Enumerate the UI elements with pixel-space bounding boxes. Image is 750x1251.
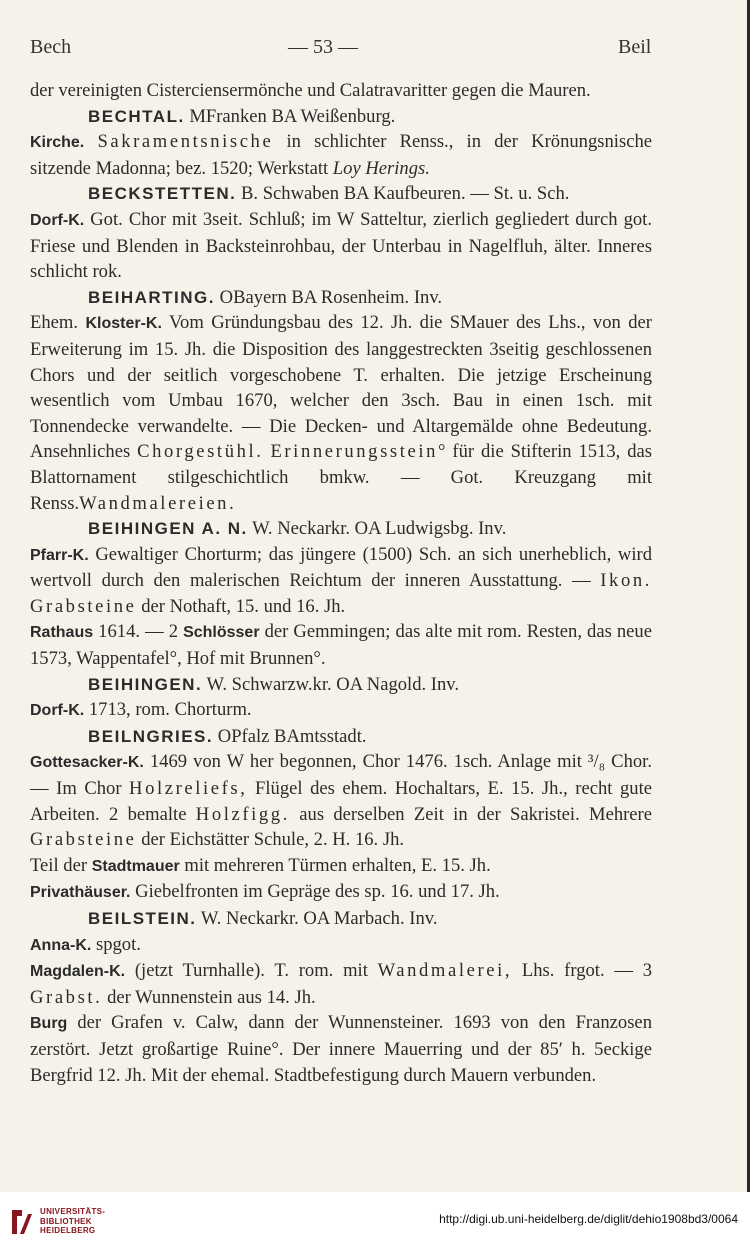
keyword: Gottesacker-K. (30, 754, 144, 772)
keyword: Dorf-K. (30, 211, 85, 229)
entry-heading: BEIHINGEN. (88, 674, 203, 694)
keyword: Stadtmauer (91, 857, 180, 875)
entry-beiharting: BEIHARTING. OBayern BA Rosenheim. Inv. (30, 285, 652, 311)
entry-beihingen-an: BEIHINGEN A. N. W. Neckarkr. OA Ludwigsbg. Inv. (30, 516, 652, 542)
entry-beckstetten: BECKSTETTEN. B. Schwaben BA Kaufbeuren. — St. u. Sch. (30, 181, 652, 207)
spaced-term: Wandmalereien. (79, 492, 237, 514)
keyword: Pfarr-K. (30, 546, 89, 564)
running-head-right: Beil (618, 36, 652, 58)
entry-text: Burg der Grafen v. Calw, dann der Wunnensteiner. 1693 von den Franzosen zerstört. Jetzt großartige Ruine°. Der innere Mauerring und der 85′ h. 5eckige Bergfrid 12. Jh. Mit der ehemal. Stadtbefestigung durch Mauern verbunden. (30, 1012, 652, 1086)
footer-bar (0, 1192, 750, 1251)
entry-text: Kirche. Sakramentsnische in schlichter Renss., in der Krönungsnische sitzende Madonna; bez. 1520; Werkstatt Loy Herings. (30, 131, 652, 179)
spaced-term: Sakramentsnische (97, 131, 274, 153)
entry-text: Ehem. Kloster-K. Vom Gründungsbau des 12. Jh. die SMauer des Lhs., von der Erweiterung im 15. Jh. die Disposition des langgestreckten 3seitig geschlossenen Chors und der seitlich vorgeschobene T. erhalten. Die jetzige Erscheinung wesentlich vom Umbau 1670, welcher den 3sch. Bau in einen 1sch. mit Tonnendecke verwandelte. — Die Decken- und Altargemälde ohne Bedeutung. Ansehnliches Chorgestühl. Erinnerungsstein° für die Stifterin 1513, das Blattornament stilgeschichtlich bmkw. — Got. Kreuzgang mit Renss.Wandmalereien. (30, 312, 652, 514)
entry-text: Privathäuser. Giebelfronten im Gepräge des sp. 16. und 17. Jh. (30, 881, 500, 903)
entry-heading: BECHTAL. (88, 106, 185, 126)
entry-beilstein: BEILSTEIN. W. Neckarkr. OA Marbach. Inv. (30, 906, 652, 932)
entry-text: Dorf-K. Got. Chor mit 3seit. Schluß; im W Satteltur, zierlich gegliedert durch got. Friese und Blenden in Backsteinrohbau, der Unterbau in Nagelfluh, älter. Inneres schlicht rok. (30, 208, 652, 283)
keyword: Burg (30, 1015, 68, 1033)
keyword: Magdalen-K. (30, 963, 126, 981)
entry-heading: BEILNGRIES. (88, 726, 214, 746)
keyword: Dorf-K. (30, 702, 85, 720)
library-name: UNIVERSITÄTS- BIBLIOTHEK HEIDELBERG (40, 1207, 106, 1235)
entry-beilngries: BEILNGRIES. OPfalz BAmtsstadt. (30, 724, 652, 750)
keyword: Privathäuser. (30, 884, 131, 902)
entry-beihingen: BEIHINGEN. W. Schwarzw.kr. OA Nagold. Inv. (30, 672, 652, 698)
keyword: Rathaus (30, 624, 94, 642)
entry-text: Pfarr-K. Gewaltiger Chorturm; das jüngere (1500) Sch. an sich unerheblich, wird wertvoll durch den malerischen Reichtum der inneren Ausstattung. — Ikon. Grabsteine der Nothaft, 15. und 16. Jh. (30, 543, 652, 617)
entry-text: Gottesacker-K. 1469 von W her begonnen, Chor 1476. 1sch. Anlage mit ³/₈ Chor. — Im Chor Holzreliefs, Flügel des ehem. Hochaltars, E. 15. Jh., recht gute Arbeiten. 2 bemalte Holzfigg. aus derselben Zeit in der Sakristei. Mehrere Grabsteine der Eichstätter Schule, 2. H. 16. Jh. (30, 751, 653, 851)
entry-text: Dorf-K. 1713, rom. Chorturm. (30, 699, 252, 721)
entry-text: Rathaus 1614. — 2 Schlösser der Gemmingen; das alte mit rom. Resten, das neue 1573, Wappentafel°, Hof mit Brunnen°. (30, 621, 652, 670)
keyword: Kirche. (30, 134, 85, 152)
spaced-term: Grabsteine (30, 595, 137, 617)
spaced-term: Grabst. (30, 986, 103, 1008)
entry-bechtal: BECHTAL. MFranken BA Weißenburg. (30, 104, 652, 130)
running-head-left: Bech (30, 36, 72, 58)
spaced-term: Grabsteine (30, 829, 137, 851)
spaced-term: Holzfigg. (195, 803, 290, 825)
entry-text: Anna-K. spgot. (30, 933, 141, 955)
keyword: Schlösser (183, 624, 260, 642)
page-number: — 53 — (288, 36, 358, 58)
spaced-term: Erinnerungsstein (270, 441, 439, 463)
entry-text: Teil der Stadtmauer mit mehreren Türmen erhalten, E. 15. Jh. (30, 854, 491, 876)
spaced-term: Holzreliefs, (129, 778, 248, 800)
entry-heading: BEIHARTING. (88, 287, 215, 307)
entry-text: Magdalen-K. (jetzt Turnhalle). T. rom. mit Wandmalerei, Lhs. frgot. — 3 Grabst. der Wunnenstein aus 14. Jh. (30, 960, 652, 1008)
paragraph-continuation: der vereinigten Cisterciensermönche und Calatravaritter gegen die Mauren. (30, 80, 591, 101)
source-url[interactable]: http://digi.ub.uni-heidelberg.de/diglit/dehio1908bd3/0064 (439, 1212, 738, 1226)
entry-heading: BEIHINGEN A. N. (88, 519, 248, 539)
keyword: Anna-K. (30, 936, 92, 954)
running-head (0, 36, 750, 60)
entry-heading: BECKSTETTEN. (88, 184, 237, 204)
italic-name: Loy Herings. (332, 157, 430, 179)
library-logo-icon (8, 1206, 34, 1236)
page-text (30, 78, 652, 1088)
spaced-term: Ikon. (600, 570, 652, 592)
spaced-term: Chorgestühl. (137, 441, 264, 463)
spaced-term: Wandmalerei, (377, 960, 513, 982)
entry-heading: BEILSTEIN. (88, 909, 197, 928)
keyword: Kloster-K. (85, 315, 162, 333)
